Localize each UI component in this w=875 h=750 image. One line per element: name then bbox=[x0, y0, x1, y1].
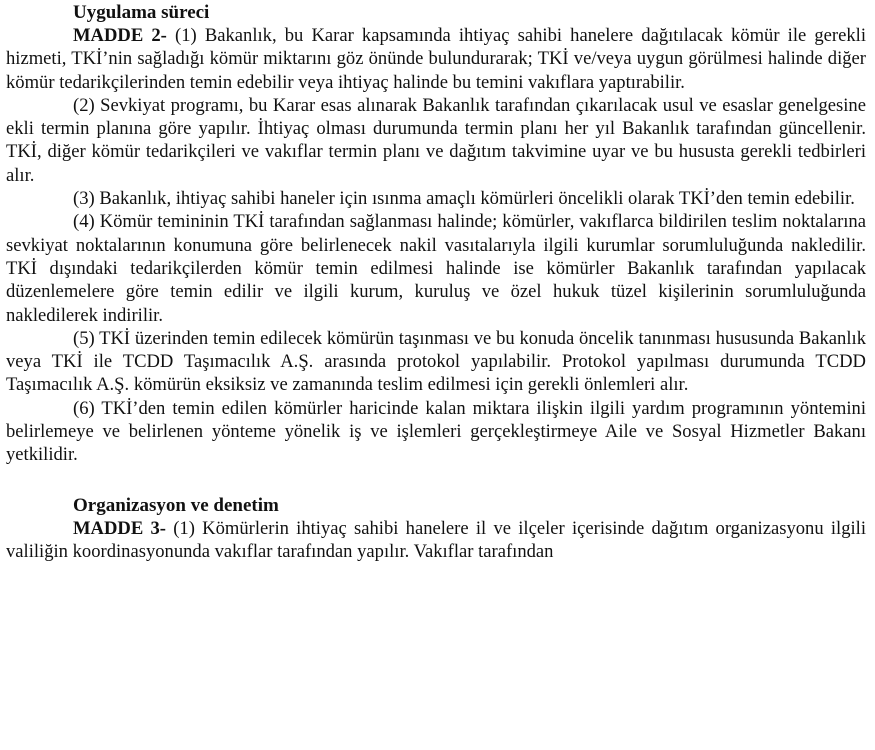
article-label-madde-2: MADDE 2- bbox=[73, 25, 167, 46]
madde-2-paragraph-5: (5) TKİ üzerinden temin edilecek kömürün taşınması ve bu konuda öncelik tanınması hususunda Bakanlık veya TKİ ile TCDD Taşımacılık A.Ş. arasında protokol yapılabilir. Protokol yapılması durumunda TCDD Taşımacılık A.Ş. kömürün eksiksiz ve zamanında teslim edilmesi için gerekli önlemleri alır. bbox=[6, 327, 866, 396]
madde-2-paragraph-4: (4) Kömür temininin TKİ tarafından sağlanması halinde; kömürler, vakıflarca bildirilen teslim noktalarına sevkiyat noktalarının konumuna göre belirlenecek nakil vasıtalarıyla ilgili kurumlar sorumluluğunda nakledilir. TKİ dışındaki tedarikçilerden kömür temin edilmesi halinde ise kömürler Bakanlık tarafından yapılacak düzenlemelere göre temin edilir ve ilgili kurum, kuruluş ve özel hukuk tüzel kişilerinin sorumluluğunda nakledilerek indirilir. bbox=[6, 211, 866, 326]
madde-3-paragraph-1 bbox=[6, 517, 866, 564]
madde-2-paragraph-6: (6) TKİ’den temin edilen kömürler haricinde kalan miktara ilişkin ilgili yardım programının yöntemini belirlemeye ve belirlenen yönteme yönelik iş ve işlemleri gerçekleştirmeye Aile ve Sosyal Hizmetler Bakanı yetkilidir. bbox=[6, 397, 866, 466]
madde-2-paragraph-2: (2) Sevkiyat programı, bu Karar esas alınarak Bakanlık tarafından çıkarılacak usul ve esaslar genelgesine ekli termin planına göre yapılır. İhtiyaç olması durumunda termin planı her yıl Bakanlık tarafından güncellenir. TKİ, diğer kömür tedarikçileri ve vakıflar termin planı ve dağıtım takvimine uyar ve bu hususta gerekli tedbirleri alır. bbox=[6, 94, 866, 186]
article-label-madde-3: MADDE 3- bbox=[73, 517, 166, 539]
document-page bbox=[6, 2, 866, 563]
paragraph-text: (1) Bakanlık, bu Karar kapsamında ihtiyaç sahibi hanelere dağıtılacak kömür ile gerekli hizmeti, TKİ’nin sağladığı kömür miktarını göz önünde bulundurarak; TKİ ve/veya uygun görülmesi halinde diğer kömür tedarikçilerinden temin edebilir veya ihtiyaç halinde bu temini vakıflara yaptırabilir. bbox=[6, 25, 866, 93]
madde-2-paragraph-3: (3) Bakanlık, ihtiyaç sahibi haneler için ısınma amaçlı kömürleri öncelikli olarak TKİ’den temin edebilir. bbox=[73, 188, 855, 210]
section-heading-organizasyon: Organizasyon ve denetim bbox=[73, 494, 279, 516]
paragraph-text: (1) Kömürlerin ihtiyaç sahibi hanelere il ve ilçeler içerisinde dağıtım organizasyonu ilgili valiliğin koordinasyonunda vakıflar tarafından yapılır. Vakıflar tarafından bbox=[6, 517, 867, 562]
section-heading-uygulama: Uygulama süreci bbox=[73, 2, 210, 23]
madde-2-paragraph-1 bbox=[6, 24, 866, 94]
